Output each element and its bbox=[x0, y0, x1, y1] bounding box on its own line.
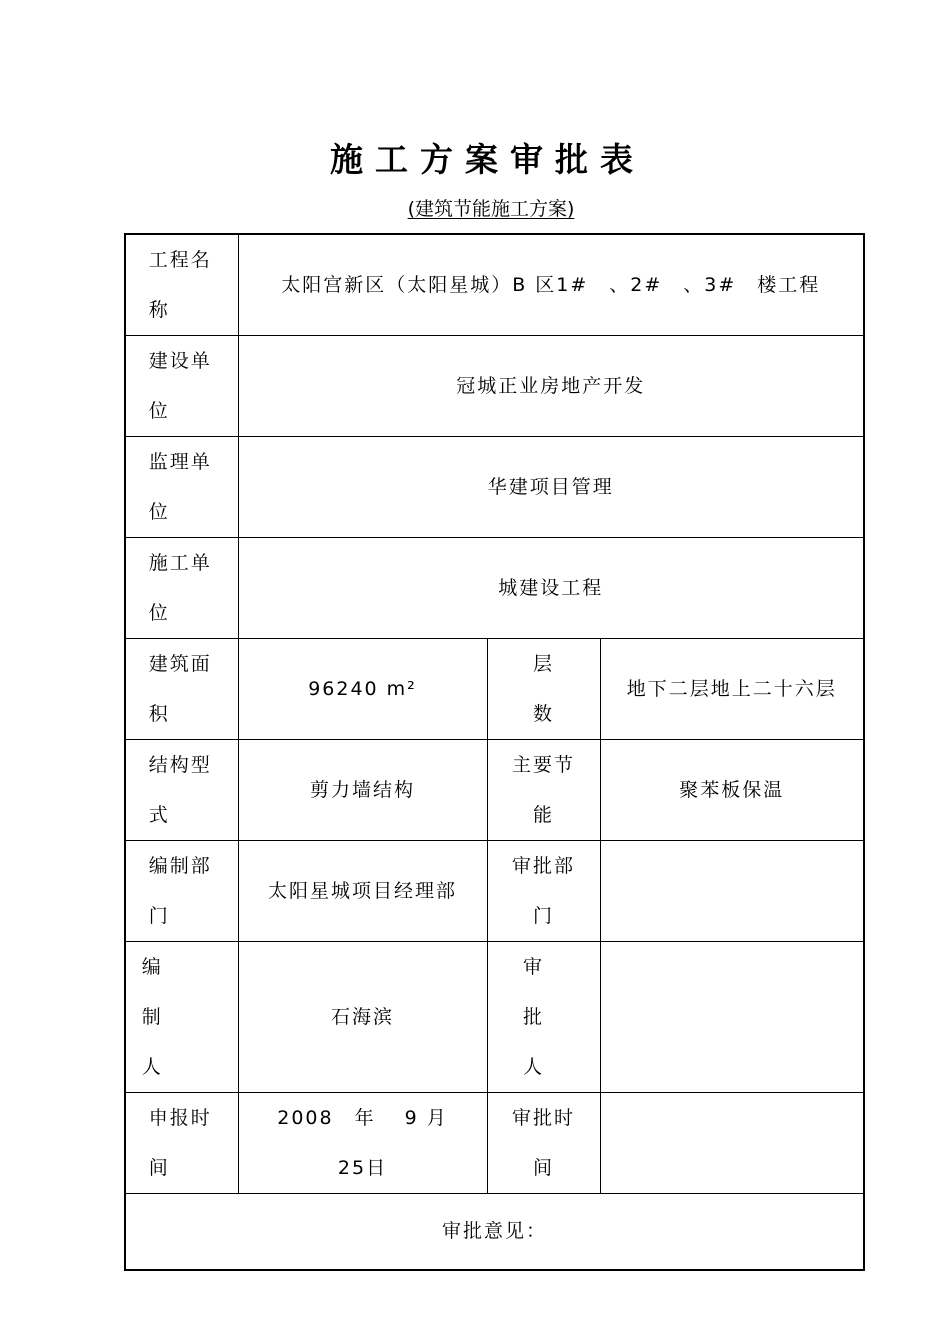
table-row bbox=[125, 1194, 864, 1270]
energy-label bbox=[487, 740, 600, 841]
contractor-value: 城建设工程 bbox=[238, 538, 864, 639]
approver-label bbox=[487, 942, 600, 1093]
table-row bbox=[125, 234, 864, 336]
submit-time-value-text: 2008 年 9 月25日 bbox=[277, 1107, 448, 1179]
table-row bbox=[125, 740, 864, 841]
project-name-label-text: 工程名称 bbox=[148, 249, 212, 321]
structure-value: 剪力墙结构 bbox=[238, 740, 487, 841]
area-value: 96240 m² bbox=[238, 639, 487, 740]
area-label-text: 建筑面积 bbox=[148, 653, 212, 725]
approver-value bbox=[600, 942, 864, 1093]
builder-label-text: 建设单位 bbox=[148, 350, 212, 422]
project-name-label bbox=[125, 234, 238, 336]
builder-label bbox=[125, 336, 238, 437]
area-label bbox=[125, 639, 238, 740]
structure-label bbox=[125, 740, 238, 841]
floors-label-text: 层数 bbox=[532, 653, 554, 725]
supervisor-label-text: 监理单位 bbox=[148, 451, 212, 523]
table-row bbox=[125, 841, 864, 942]
approval-form-table bbox=[124, 233, 865, 1271]
department-label bbox=[125, 841, 238, 942]
structure-label-text: 结构型式 bbox=[148, 754, 212, 826]
approval-department-label-text: 审批部门 bbox=[511, 855, 575, 927]
builder-value: 冠城正业房地产开发 bbox=[238, 336, 864, 437]
department-label-text: 编制部门 bbox=[148, 855, 212, 927]
table-row bbox=[125, 437, 864, 538]
table-row bbox=[125, 942, 864, 1093]
floors-label bbox=[487, 639, 600, 740]
approval-opinion: 审批意见： bbox=[125, 1194, 864, 1270]
supervisor-label bbox=[125, 437, 238, 538]
table-row bbox=[125, 336, 864, 437]
table-row bbox=[125, 639, 864, 740]
approval-department-label bbox=[487, 841, 600, 942]
approval-time-label bbox=[487, 1093, 600, 1194]
compiler-value: 石海滨 bbox=[238, 942, 487, 1093]
page-subtitle bbox=[0, 196, 950, 222]
project-name-value: 太阳宫新区（太阳星城）B 区1# 、2# 、3# 楼工程 bbox=[238, 234, 864, 336]
contractor-label-text: 施工单位 bbox=[148, 552, 212, 624]
energy-label-text: 主要节能 bbox=[511, 754, 575, 826]
department-value: 太阳星城项目经理部 bbox=[238, 841, 487, 942]
table-row bbox=[125, 538, 864, 639]
approval-department-value bbox=[600, 841, 864, 942]
table-row bbox=[125, 1093, 864, 1194]
compiler-label bbox=[125, 942, 238, 1093]
subtitle-text: (建筑节能施工方案) bbox=[407, 198, 575, 220]
approver-label-text: 审批人 bbox=[522, 956, 564, 1078]
floors-value: 地下二层地上二十六层 bbox=[600, 639, 864, 740]
contractor-label bbox=[125, 538, 238, 639]
supervisor-value: 华建项目管理 bbox=[238, 437, 864, 538]
submit-time-value bbox=[238, 1093, 487, 1194]
energy-value: 聚苯板保温 bbox=[600, 740, 864, 841]
submit-time-label-text: 申报时间 bbox=[148, 1107, 212, 1179]
approval-time-label-text: 审批时间 bbox=[511, 1107, 575, 1179]
approval-time-value bbox=[600, 1093, 864, 1194]
compiler-label-text: 编制人 bbox=[141, 956, 183, 1078]
submit-time-label bbox=[125, 1093, 238, 1194]
page-title: 施工方案审批表 bbox=[330, 140, 645, 179]
